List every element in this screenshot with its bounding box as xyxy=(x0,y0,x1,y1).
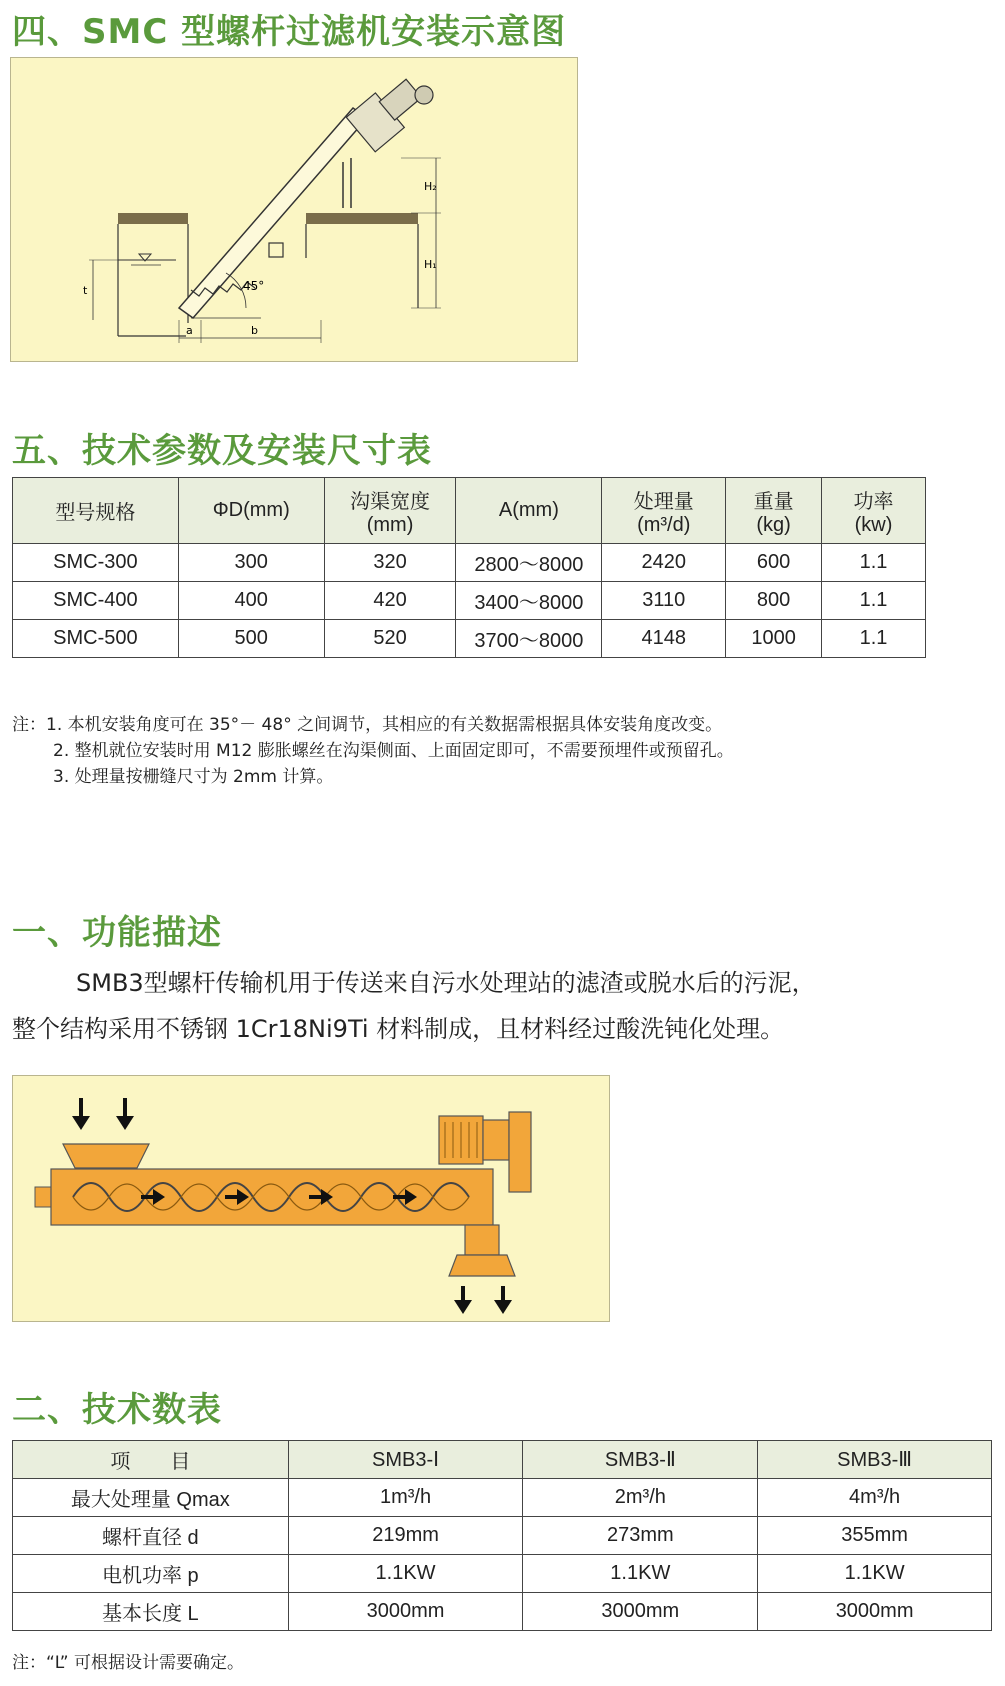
table-cell: 355mm xyxy=(758,1517,992,1555)
table-cell: 1.1 xyxy=(822,582,926,620)
header-cell: 重量 (kg) xyxy=(726,478,822,544)
table-cell: 4m³/h xyxy=(758,1479,992,1517)
input-arrow-icon xyxy=(72,1098,90,1130)
header-cell: A(mm) xyxy=(456,478,602,544)
table-row xyxy=(13,1517,992,1555)
description-line: SMB3型螺杆传输机用于传送来自污水处理站的滤渣或脱水后的污泥， xyxy=(76,969,816,997)
smc-spec-table xyxy=(12,477,926,658)
label-a: a xyxy=(186,324,193,337)
table-cell: 500 xyxy=(178,620,324,658)
section-4-title: 四、SMC 型螺杆过滤机安装示意图 xyxy=(12,12,567,52)
table-cell: 3000mm xyxy=(288,1593,523,1631)
table-cell: 219mm xyxy=(288,1517,523,1555)
smb3-spec-table xyxy=(12,1440,992,1631)
table-header-row xyxy=(13,478,926,544)
table-cell: 电机功率 p xyxy=(13,1555,289,1593)
table-cell: 1.1KW xyxy=(523,1555,758,1593)
header-cell: SMB3-Ⅱ xyxy=(523,1441,758,1479)
table-row xyxy=(13,1593,992,1631)
description-line: 整个结构采用不锈钢 1Cr18Ni9Ti 材料制成，且材料经过酸洗钝化处理。 xyxy=(12,1015,785,1043)
label-t: t xyxy=(83,284,88,297)
table-cell: 2420 xyxy=(602,544,726,582)
table-cell: 3000mm xyxy=(758,1593,992,1631)
table-cell: 4148 xyxy=(602,620,726,658)
section-2-title: 二、技术数表 xyxy=(12,1390,222,1430)
conveyor-diagram-drawing xyxy=(13,1076,609,1321)
table-cell: 320 xyxy=(324,544,456,582)
table-cell: 3400～8000 xyxy=(456,582,602,620)
conveyor-diagram xyxy=(12,1075,610,1322)
table-row xyxy=(13,544,926,582)
table-row xyxy=(13,620,926,658)
output-arrow-icon xyxy=(454,1286,472,1314)
table-cell: 273mm xyxy=(523,1517,758,1555)
left-wall-hatch xyxy=(118,213,188,224)
table-cell: 1000 xyxy=(726,620,822,658)
header-cell: SMB3-Ⅲ xyxy=(758,1441,992,1479)
table-cell: 3110 xyxy=(602,582,726,620)
installation-diagram xyxy=(10,57,578,362)
sec5-notes xyxy=(12,712,734,790)
right-wall-hatch xyxy=(306,213,418,224)
table-header-row xyxy=(13,1441,992,1479)
function-description xyxy=(12,960,997,1052)
table-cell: SMC-300 xyxy=(13,544,179,582)
header-cell: 项 目 xyxy=(13,1441,289,1479)
table-cell: SMC-400 xyxy=(13,582,179,620)
table-cell: 520 xyxy=(324,620,456,658)
conveyor-trough xyxy=(51,1169,493,1225)
installation-diagram-drawing xyxy=(11,58,577,361)
table-cell: 3700～8000 xyxy=(456,620,602,658)
table-cell: 1.1KW xyxy=(758,1555,992,1593)
table-row xyxy=(13,1479,992,1517)
header-cell: 沟渠宽度 (mm) xyxy=(324,478,456,544)
table-row xyxy=(13,582,926,620)
table-cell: 最大处理量 Qmax xyxy=(13,1479,289,1517)
label-h2: H₂ xyxy=(424,180,437,193)
feed-hopper xyxy=(63,1144,149,1168)
output-arrow-icon xyxy=(494,1286,512,1314)
gearbox xyxy=(509,1112,531,1192)
header-cell: 功率 (kw) xyxy=(822,478,926,544)
table-cell: 3000mm xyxy=(523,1593,758,1631)
table-cell: 2800～8000 xyxy=(456,544,602,582)
sec2-note xyxy=(12,1650,244,1676)
note-line: 3. 处理量按栅缝尺寸为 2mm 计算。 xyxy=(53,767,334,787)
table-cell: 300 xyxy=(178,544,324,582)
table-cell: 800 xyxy=(726,582,822,620)
header-cell: 型号规格 xyxy=(13,478,179,544)
discharge-chute xyxy=(449,1255,515,1276)
header-cell: SMB3-Ⅰ xyxy=(288,1441,523,1479)
table-cell: 螺杆直径 d xyxy=(13,1517,289,1555)
section-5-title: 五、技术参数及安装尺寸表 xyxy=(12,431,432,471)
label-h1: H₁ xyxy=(424,258,437,271)
label-b: b xyxy=(251,324,258,337)
table-cell: 1.1KW xyxy=(288,1555,523,1593)
table-cell: 1.1 xyxy=(822,544,926,582)
header-cell: 处理量 (m³/d) xyxy=(602,478,726,544)
table-cell: 2m³/h xyxy=(523,1479,758,1517)
table-cell: 1.1 xyxy=(822,620,926,658)
table-cell: 600 xyxy=(726,544,822,582)
table-cell: SMC-500 xyxy=(13,620,179,658)
note-line: 注：“L” 可根据设计需要确定。 xyxy=(12,1653,245,1673)
table-cell: 420 xyxy=(324,582,456,620)
header-cell: ΦD(mm) xyxy=(178,478,324,544)
table-cell: 1m³/h xyxy=(288,1479,523,1517)
label-angle: 45° xyxy=(243,279,265,293)
note-line: 2. 整机就位安装时用 M12 膨胀螺丝在沟渠侧面、上面固定即可，不需要预埋件或预留孔。 xyxy=(53,741,734,761)
note-line: 注：1. 本机安装角度可在 35°－ 48° 之间调节，其相应的有关数据需根据具体安装角度改变。 xyxy=(12,715,723,735)
input-arrow-icon xyxy=(116,1098,134,1130)
section-1-title: 一、功能描述 xyxy=(12,913,222,953)
table-cell: 基本长度 L xyxy=(13,1593,289,1631)
table-row xyxy=(13,1555,992,1593)
table-cell: 400 xyxy=(178,582,324,620)
